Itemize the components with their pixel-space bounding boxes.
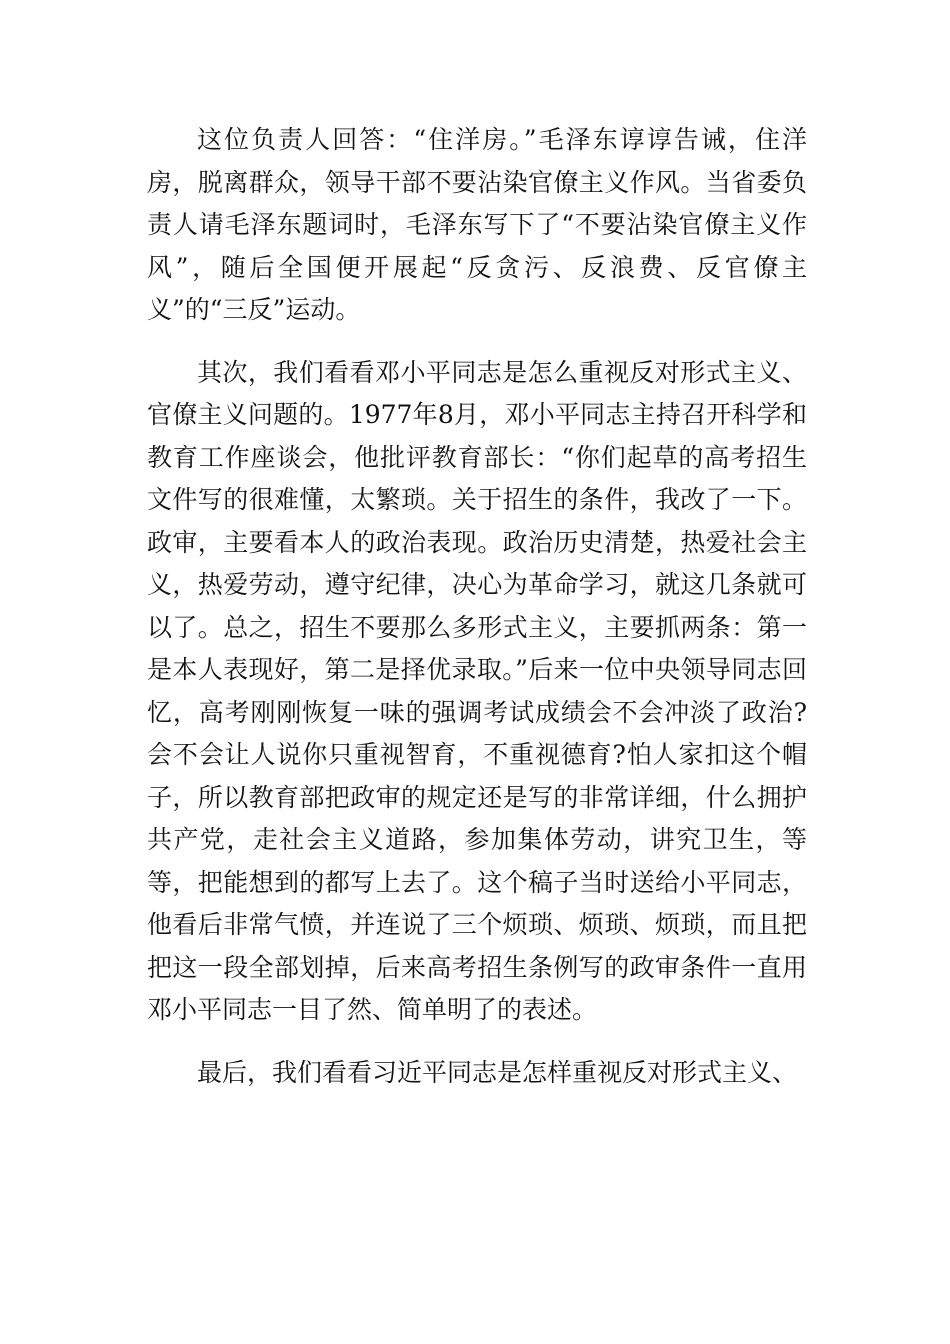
document-body (147, 119, 807, 1114)
paragraph-1: 这位负责人回答：“住洋房。”毛泽东谆谆告诫，住洋房，脱离群众，领导干部不要沾染官僚主义作风。当省委负责人请毛泽东题词时，毛泽东写下了“不要沾染官僚主义作风”，随后全国便开展起“反贪污、反浪费、反官僚主义”的“三反”运动。 (147, 125, 807, 324)
paragraph-2: 其次，我们看看邓小平同志是怎么重视反对形式主义、官僚主义问题的。1977年8月，邓小平同志主持召开科学和教育工作座谈会，他批评教育部长：“你们起草的高考招生文件写的很难懂，太繁琐。关于招生的条件，我改了一下。政审，主要看本人的政治表现。政治历史清楚，热爱社会主义，热爱劳动，遵守纪律，决心为革命学习，就这几条就可以了。总之，招生不要那么多形式主义，主要抓两条：第一是本人表现好，第二是择优录取。”后来一位中央领导同志回忆，高考刚刚恢复一味的强调考试成绩会不会冲淡了政治?会不会让人说你只重视智育，不重视德育?怕人家扣这个帽子，所以教育部把政审的规定还是写的非常详细，什么拥护共产党，走社会主义道路，参加集体劳动，讲究卫生，等等，把能想到的都写上去了。这个稿子当时送给小平同志，他看后非常气愤，并连说了三个烦琐、烦琐、烦琐，而且把把这一段全部划掉，后来高考招生条例写的政审条件一直用邓小平同志一目了然、简单明了的表述。 (147, 357, 807, 1024)
paragraph-3: 最后，我们看看习近平同志是怎样重视反对形式主义、 (197, 1057, 798, 1087)
